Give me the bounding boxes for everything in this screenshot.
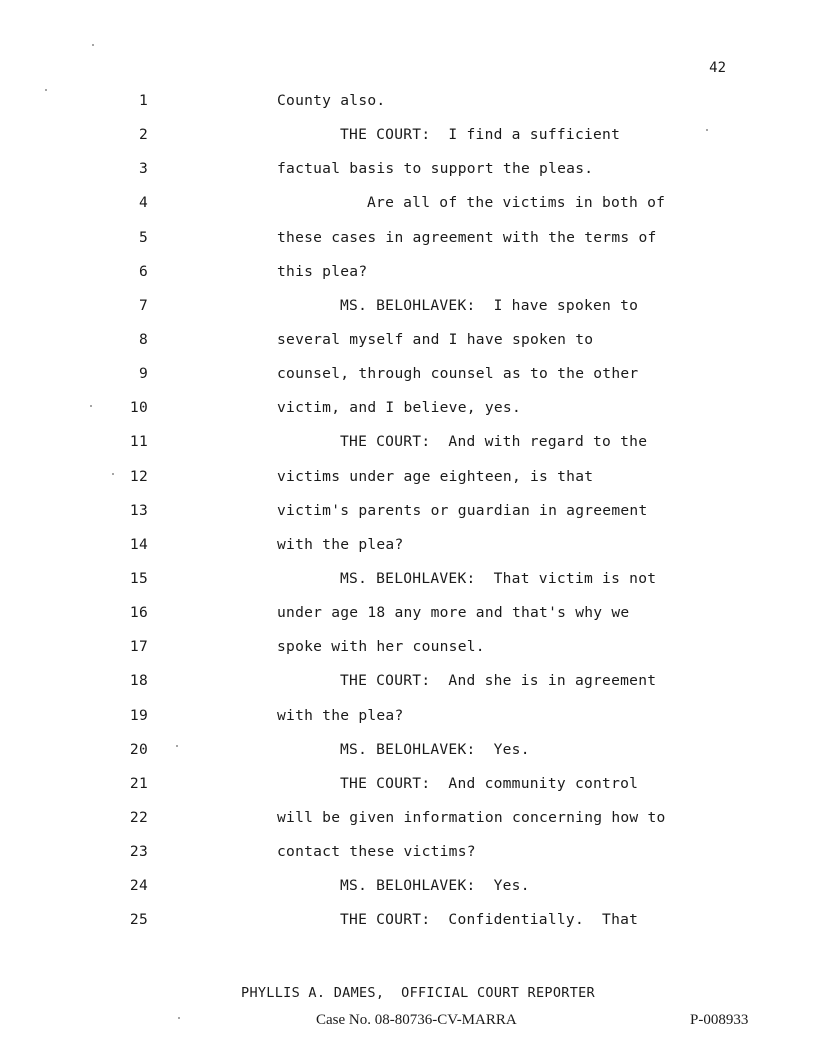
- transcript-line: [0, 194, 816, 228]
- line-text: will be given information concerning how to: [277, 808, 666, 826]
- transcript-line: [0, 468, 816, 502]
- line-number: 19: [129, 706, 148, 724]
- line-text: contact these victims?: [277, 843, 476, 861]
- line-number: 21: [129, 774, 148, 792]
- scan-speck: [176, 745, 178, 747]
- line-number: 6: [138, 262, 148, 280]
- transcript-line: [0, 263, 816, 297]
- line-number: 25: [129, 911, 148, 929]
- case-number: Case No. 08-80736-CV-MARRA: [316, 1012, 517, 1028]
- transcript-line: [0, 604, 816, 638]
- transcript-line: [0, 126, 816, 160]
- transcript-line: [0, 809, 816, 843]
- transcript-line: [0, 911, 816, 945]
- line-number: 10: [129, 399, 148, 417]
- line-text: County also.: [277, 92, 386, 109]
- transcript-line: [0, 399, 816, 433]
- scan-speck: [45, 89, 47, 91]
- line-number: 23: [129, 843, 148, 861]
- transcript-line: [0, 365, 816, 399]
- line-number: 24: [129, 877, 148, 895]
- scan-speck: [178, 1017, 180, 1019]
- line-text: with the plea?: [277, 535, 404, 553]
- transcript-body: [0, 92, 816, 946]
- line-text: MS. BELOHLAVEK: That victim is not: [340, 569, 657, 587]
- transcript-line: [0, 536, 816, 570]
- line-number: 16: [129, 604, 148, 622]
- line-number: 1: [138, 92, 148, 109]
- transcript-line: [0, 672, 816, 706]
- line-number: 2: [138, 126, 148, 144]
- transcript-line: [0, 707, 816, 741]
- transcript-line: [0, 502, 816, 536]
- line-text: MS. BELOHLAVEK: Yes.: [340, 877, 530, 895]
- line-text: MS. BELOHLAVEK: Yes.: [340, 740, 530, 758]
- document-id: P-008933: [690, 1012, 749, 1028]
- line-number: 20: [129, 740, 148, 758]
- transcript-line: [0, 229, 816, 263]
- transcript-line: [0, 433, 816, 467]
- transcript-line: [0, 741, 816, 775]
- line-text: THE COURT: And community control: [340, 774, 639, 792]
- line-number: 7: [138, 296, 148, 314]
- line-number: 18: [129, 672, 148, 690]
- line-text: THE COURT: And with regard to the: [340, 433, 648, 451]
- line-text: victim, and I believe, yes.: [277, 399, 521, 417]
- transcript-line: [0, 297, 816, 331]
- transcript-line: [0, 92, 816, 126]
- line-text: factual basis to support the pleas.: [277, 160, 594, 178]
- line-text: THE COURT: I find a sufficient: [340, 126, 621, 144]
- line-number: 14: [129, 535, 148, 553]
- line-text: Are all of the victims in both of: [367, 194, 666, 212]
- transcript-line: [0, 843, 816, 877]
- line-text: under age 18 any more and that's why we: [277, 604, 630, 622]
- scan-speck: [706, 129, 708, 131]
- line-number: 8: [138, 330, 148, 348]
- line-text: THE COURT: And she is in agreement: [340, 672, 657, 690]
- scan-speck: [92, 44, 94, 46]
- scan-speck: [90, 405, 92, 407]
- line-text: MS. BELOHLAVEK: I have spoken to: [340, 296, 639, 314]
- line-text: spoke with her counsel.: [277, 638, 485, 656]
- line-number: 13: [129, 501, 148, 519]
- line-text: these cases in agreement with the terms of: [277, 228, 657, 246]
- line-number: 3: [138, 160, 148, 178]
- line-text: counsel, through counsel as to the other: [277, 365, 639, 383]
- transcript-line: [0, 877, 816, 911]
- court-reporter-footer: PHYLLIS A. DAMES, OFFICIAL COURT REPORTER: [241, 985, 595, 1001]
- line-text: this plea?: [277, 262, 368, 280]
- line-text: THE COURT: Confidentially. That: [340, 911, 639, 929]
- scan-speck: [112, 473, 114, 475]
- line-number: 11: [129, 433, 148, 451]
- line-number: 22: [129, 808, 148, 826]
- transcript-line: [0, 570, 816, 604]
- transcript-line: [0, 160, 816, 194]
- line-number: 4: [138, 194, 148, 212]
- line-number: 5: [138, 228, 148, 246]
- line-text: several myself and I have spoken to: [277, 330, 594, 348]
- line-number: 9: [138, 365, 148, 383]
- transcript-line: [0, 331, 816, 365]
- page-number: 42: [709, 60, 726, 76]
- line-number: 12: [129, 467, 148, 485]
- transcript-line: [0, 775, 816, 809]
- transcript-line: [0, 638, 816, 672]
- line-text: victim's parents or guardian in agreement: [277, 501, 648, 519]
- line-number: 17: [129, 638, 148, 656]
- line-number: 15: [129, 569, 148, 587]
- line-text: with the plea?: [277, 706, 404, 724]
- line-text: victims under age eighteen, is that: [277, 467, 594, 485]
